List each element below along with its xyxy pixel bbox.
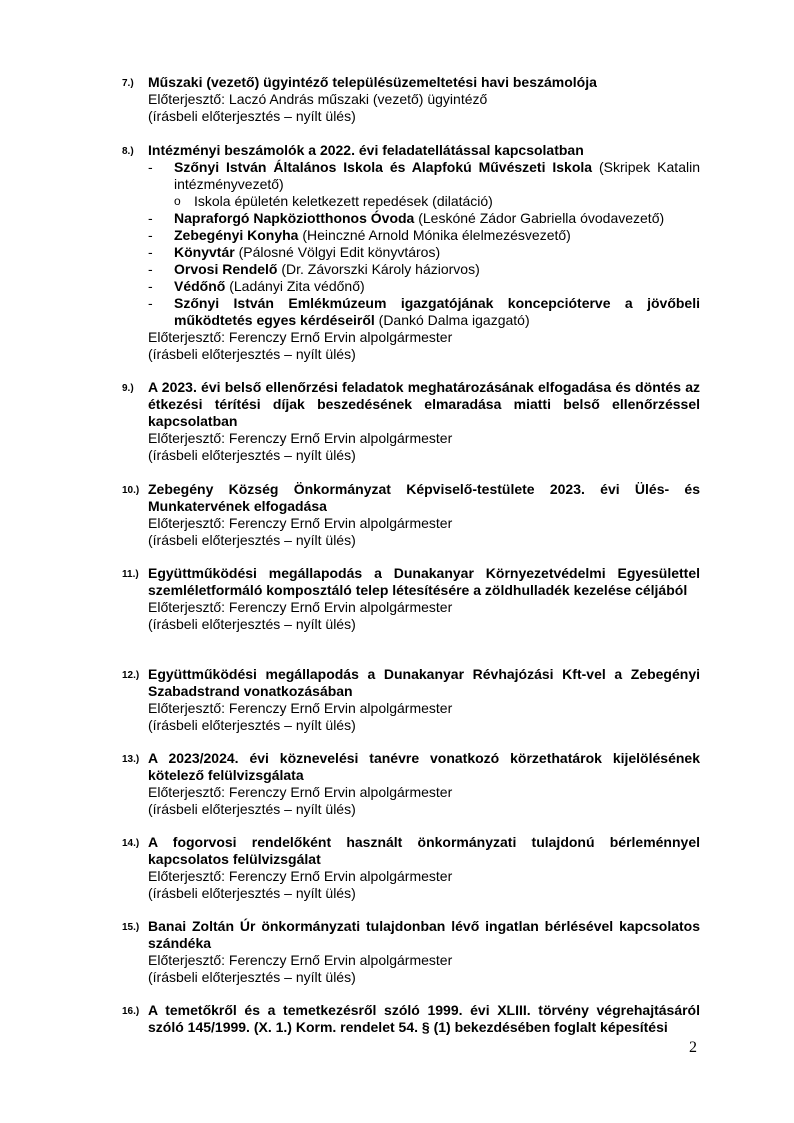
item-presenter: Előterjesztő: Ferenczy Ernő Ervin alpolgármester [148,868,453,884]
item-note: (írásbeli előterjesztés – nyílt ülés) [148,801,356,817]
dash-bullet: - [148,227,153,243]
item-title: A 2023. évi belső ellenőrzési feladatok meghatározásának elfogadása és döntés az étkezési térítési díjak beszedésének elmaradása miatti belső ellenőrzéssel kapcsolatban [148,379,700,429]
agenda-item-11 [122,565,700,633]
item-number: 11.) [122,569,139,580]
item-number: 7.) [122,78,134,89]
item-presenter: Előterjesztő: Ferenczy Ernő Ervin alpolgármester [148,329,453,345]
page-number: 2 [689,1039,697,1056]
item-number: 12.) [122,670,140,681]
agenda-item-9 [122,379,700,464]
item-note: (írásbeli előterjesztés – nyílt ülés) [148,885,356,901]
agenda-item-10 [122,481,700,549]
institution-name: Zebegényi Konyha [174,227,299,243]
item-note: (írásbeli előterjesztés – nyílt ülés) [148,717,356,733]
sub-list-item [148,193,700,210]
item-title: Együttműködési megállapodás a Dunakanyar Környezetvédelmi Egyesülettel szemléletformáló komposztáló telep létesítésére a zöldhulladék kezelése céljából [148,565,700,598]
item-presenter: Előterjesztő: Laczó András műszaki (vezető) ügyintéző [148,91,488,107]
item-number: 8.) [122,146,134,157]
list-item [148,261,700,278]
item-presenter: Előterjesztő: Ferenczy Ernő Ervin alpolgármester [148,430,453,446]
item-number: 15.) [122,922,140,933]
item-note: (írásbeli előterjesztés – nyílt ülés) [148,447,356,463]
dash-bullet: - [148,278,153,294]
item-note: (írásbeli előterjesztés – nyílt ülés) [148,346,356,362]
institution-detail: (Skripek Katalin intézményvezető) [174,159,700,192]
agenda-item-16 [122,1002,700,1036]
agenda-item-14 [122,834,700,902]
item-note: (írásbeli előterjesztés – nyílt ülés) [148,616,356,632]
dash-bullet: - [148,244,153,260]
circle-bullet: o [174,194,181,208]
institution-name: Könyvtár [174,244,235,260]
institution-detail: (Dankó Dalma igazgató) [374,312,530,328]
list-item [148,278,700,295]
list-item [148,210,700,227]
item-title: Zebegény Község Önkormányzat Képviselő-testülete 2023. évi Ülés- és Munkatervének elfogadása [148,481,700,514]
item-title: Együttműködési megállapodás a Dunakanyar Révhajózási Kft-vel a Zebegényi Szabadstrand vonatkozásában [148,666,700,699]
item-number: 13.) [122,754,140,765]
item-number: 14.) [122,838,140,849]
item-note: (írásbeli előterjesztés – nyílt ülés) [148,969,356,985]
item-title: Banai Zoltán Úr önkormányzati tulajdonban lévő ingatlan bérlésével kapcsolatos szándéka [148,918,700,951]
sub-item-text: Iskola épületén keletkezett repedések (dilatáció) [194,193,493,209]
dash-bullet: - [148,295,153,311]
institution-name: Szőnyi István Általános Iskola és Alapfokú Művészeti Iskola [174,159,593,175]
item-presenter: Előterjesztő: Ferenczy Ernő Ervin alpolgármester [148,784,453,800]
institution-detail: (Leskóné Zádor Gabriella óvodavezető) [414,210,665,226]
institution-name: Védőnő [174,278,226,294]
institution-name: Orvosi Rendelő [174,261,278,277]
dash-bullet: - [148,210,153,226]
list-item [148,227,700,244]
dash-bullet: - [148,159,153,175]
institution-name: Napraforgó Napköziotthonos Óvoda [174,210,415,226]
agenda-item-15 [122,918,700,986]
item-presenter: Előterjesztő: Ferenczy Ernő Ervin alpolgármester [148,700,453,716]
item-presenter: Előterjesztő: Ferenczy Ernő Ervin alpolgármester [148,952,453,968]
item-title: A fogorvosi rendelőként használt önkormányzati tulajdonú bérleménnyel kapcsolatos felülvizsgálat [148,834,700,867]
institution-detail: (Pálosné Völgyi Edit könyvtáros) [234,244,441,260]
agenda-item-8 [122,142,700,363]
list-item [148,295,700,329]
item-title: A temetőkről és a temetkezésről szóló 1999. évi XLIII. törvény végrehajtásáról szóló 145/1999. (X. 1.) Korm. rendelet 54. § (1) bekezdésében foglalt képesítési [148,1002,700,1035]
dash-bullet: - [148,261,153,277]
item-note: (írásbeli előterjesztés – nyílt ülés) [148,532,356,548]
item-note: (írásbeli előterjesztés – nyílt ülés) [148,108,356,124]
institution-detail: (Heinczné Arnold Mónika élelmezésvezető) [298,227,571,243]
institution-detail: (Dr. Závorszki Károly háziorvos) [277,261,480,277]
list-item [148,244,700,261]
agenda-item-13 [122,750,700,818]
item-presenter: Előterjesztő: Ferenczy Ernő Ervin alpolgármester [148,599,453,615]
item-number: 9.) [122,383,134,394]
institution-detail: (Ladányi Zita védőnő) [225,278,365,294]
item-title: A 2023/2024. évi köznevelési tanévre vonatkozó körzethatárok kijelölésének kötelező felülvizsgálata [148,750,700,783]
agenda-item-12 [122,666,700,734]
item-title: Intézményi beszámolók a 2022. évi feladatellátással kapcsolatban [148,142,584,158]
item-number: 16.) [122,1006,140,1017]
item-title: Műszaki (vezető) ügyintéző településüzemeltetési havi beszámolója [148,74,597,90]
institution-name: Szőnyi István Emlékmúzeum igazgatójának koncepcióterve a jövőbeli működtetés egyes kérdéseiről [174,295,700,328]
agenda-item-7 [122,74,700,125]
list-item [148,159,700,193]
item-presenter: Előterjesztő: Ferenczy Ernő Ervin alpolgármester [148,515,453,531]
item-number: 10.) [122,485,140,496]
